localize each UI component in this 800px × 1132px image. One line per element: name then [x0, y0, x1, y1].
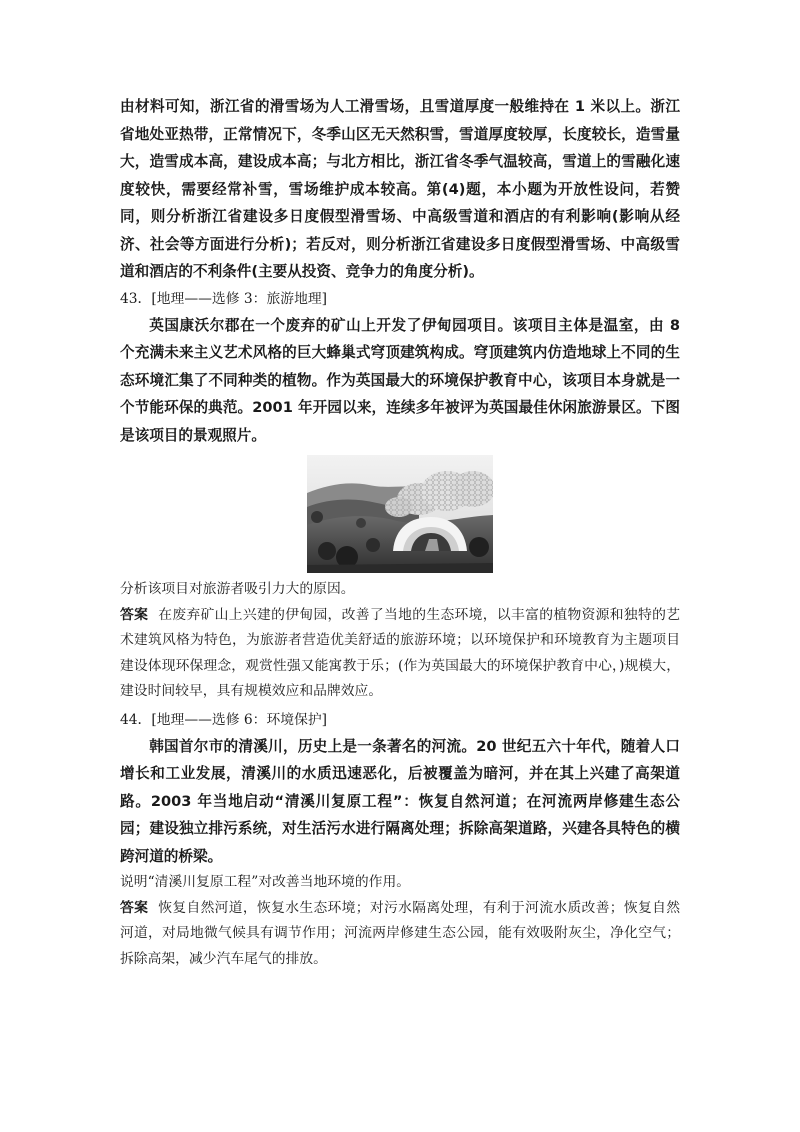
q44-answer: [120, 896, 680, 973]
q44-question: 说明“清溪川复原工程”对改善当地环境的作用。: [120, 874, 411, 890]
page-content: [120, 93, 680, 972]
q43-material: 英国康沃尔郡在一个废弃的矿山上开发了伊甸园项目。该项目主体是温室，由 8 个充满未来主义艺术风格的巨大蜂巢式穹顶建筑构成。穹顶建筑内仿造地球上不同的生态环境汇集了不同种类的植物。作为英国最大的环境保护教育中心，该项目本身就是一个节能环保的典范。2001 年开园以来，连续多年被评为英国最佳休闲旅游景区。下图是该项目的景观照片。: [120, 316, 680, 444]
q43-answer: [120, 603, 680, 705]
q44-material: 韩国首尔市的清溪川，历史上是一条著名的河流。20 世纪五六十年代，随着人口增长和工业发展，清溪川的水质迅速恶化，后被覆盖为暗河，并在其上兴建了高架道路。2003 年当地启动“清溪川复原工程”：恢复自然河道；在河流两岸修建生态公园；建设独立排污系统，对生活污水进行隔离处理；拆除高架道路，兴建各具特色的横跨河道的桥梁。: [120, 737, 680, 865]
q43-answer-label: 答案: [120, 606, 149, 623]
q43-answer-text: 在废弃矿山上兴建的伊甸园，改善了当地的生态环境，以丰富的植物资源和独特的艺术建筑风格为特色，为旅游者营造优美舒适的旅游环境；以环境保护和环境教育为主题项目建设体现环保理念，观赏性强又能寓教于乐；(作为英国最大的环境保护教育中心，)规模大，建设时间较早，具有规模效应和品牌效应。: [120, 606, 681, 699]
q44-answer-label: 答案: [120, 899, 149, 916]
q43-heading: 43．[地理——选修 3：旅游地理]: [120, 290, 328, 307]
eden-project-photo: [307, 455, 493, 573]
q44-heading: 44．[地理——选修 6：环境保护]: [120, 711, 328, 728]
q42-explanation-tail: 由材料可知，浙江省的滑雪场为人工滑雪场，且雪道厚度一般维持在 1 米以上。浙江省地处亚热带，正常情况下，冬季山区无天然积雪，雪道厚度较厚，长度较长，造雪量大，造雪成本高，建设成本高；与北方相比，浙江省冬季气温较高，雪道上的雪融化速度较快，需要经常补雪，雪场维护成本较高。第(4)题，本小题为开放性设问，若赞同，则分析浙江省建设多日度假型滑雪场、中高级雪道和酒店的有利影响(影响从经济、社会等方面进行分析)；若反对，则分析浙江省建设多日度假型滑雪场、中高级雪道和酒店的不利条件(主要从投资、竞争力的角度分析)。: [120, 98, 680, 280]
q44-answer-text: 恢复自然河道，恢复水生态环境；对污水隔离处理，有利于河流水质改善；恢复自然河道，对局地微气候具有调节作用；河流两岸修建生态公园，能有效吸附灰尘，净化空气；拆除高架，减少汽车尾气的排放。: [120, 899, 681, 967]
q43-question: 分析该项目对旅游者吸引力大的原因。: [120, 581, 355, 597]
